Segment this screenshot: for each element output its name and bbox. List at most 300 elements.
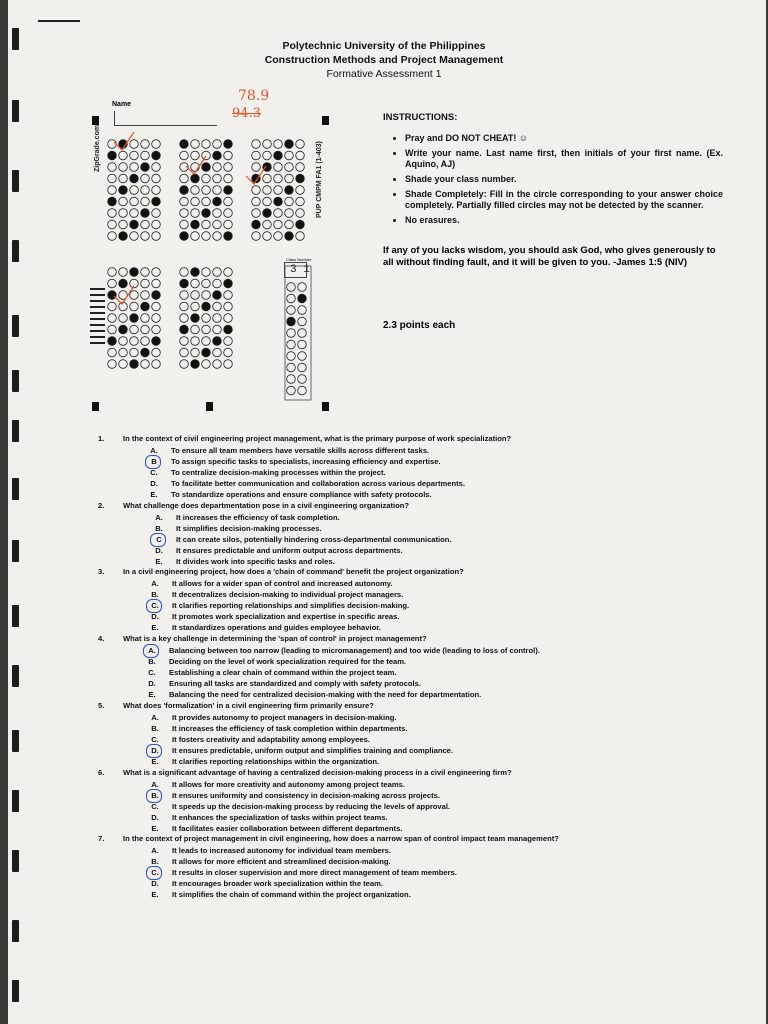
answer-bubble — [141, 174, 150, 183]
option-text: It ensures predictable and uniform output across departments. — [176, 546, 403, 556]
answer-bubble — [213, 186, 222, 195]
answer-bubble — [191, 232, 200, 241]
answer-bubble — [119, 163, 128, 172]
answer-bubble — [274, 151, 283, 160]
answer-bubble — [130, 209, 139, 218]
option-text: It simplifies decision-making processes. — [176, 523, 322, 533]
answer-bubble — [263, 232, 272, 241]
answer-bubble — [152, 314, 161, 323]
alignment-marker — [92, 402, 99, 411]
answer-bubble — [180, 337, 189, 346]
option-letter: C — [156, 534, 162, 544]
answer-bubble — [152, 302, 161, 311]
answer-bubble — [202, 174, 211, 183]
answer-bubble — [213, 348, 222, 357]
answer-bubble — [152, 209, 161, 218]
binding-hole — [12, 420, 19, 442]
answer-bubble — [285, 151, 294, 160]
instructions-heading: INSTRUCTIONS: — [383, 112, 458, 123]
option-letter: A. — [151, 779, 159, 789]
answer-bubble — [141, 360, 150, 369]
answer-bubble — [224, 174, 233, 183]
answer-bubble — [213, 279, 222, 288]
answer-bubble — [152, 186, 161, 195]
answer-bubble — [202, 151, 211, 160]
option-letter: D. — [148, 679, 156, 689]
answer-bubble — [224, 220, 233, 229]
answer-bubble — [213, 291, 222, 300]
answer-bubble — [130, 268, 139, 277]
answer-bubble — [296, 151, 305, 160]
answer-bubble — [191, 174, 200, 183]
answer-bubble — [202, 360, 211, 369]
option-text: It standardizes operations and guides employee behavior. — [172, 623, 381, 633]
grading-check-mark — [114, 286, 134, 304]
answer-bubble — [202, 209, 211, 218]
answer-bubble — [130, 348, 139, 357]
option-letter: E. — [155, 557, 163, 567]
instruction-item: • Shade your class number. — [405, 174, 723, 185]
option-text: It increases the efficiency of task completion. — [176, 512, 340, 522]
answer-bubble — [180, 197, 189, 206]
option-text: Balancing the need for centralized decision-making with the need for departmentation. — [169, 690, 482, 700]
barcode-stripe — [90, 336, 105, 338]
class-number-bubble — [298, 283, 307, 292]
answer-bubble — [108, 268, 117, 277]
answer-bubble — [191, 209, 200, 218]
selected-answer-circle — [146, 744, 162, 758]
answer-bubble — [180, 209, 189, 218]
answer-bubble — [141, 209, 150, 218]
option-text: Ensuring all tasks are standardized and comply with safety protocols. — [169, 679, 421, 689]
barcode-stripe — [90, 300, 105, 302]
answer-bubble — [119, 314, 128, 323]
option-text: It increases the efficiency of task completion within departments. — [172, 723, 408, 733]
answer-bubble — [108, 174, 117, 183]
answer-bubble — [180, 279, 189, 288]
binding-hole — [12, 850, 19, 872]
name-label: Name — [112, 101, 132, 108]
option-text: Establishing a clear chain of command within the project team. — [169, 667, 397, 677]
answer-bubble — [202, 232, 211, 241]
option-text: To centralize decision-making processes within the project. — [171, 467, 386, 477]
answer-bubble — [296, 186, 305, 195]
class-number-bubble — [298, 386, 307, 395]
answer-bubble — [213, 302, 222, 311]
answer-bubble — [191, 348, 200, 357]
answer-bubble — [274, 140, 283, 149]
answer-bubble — [213, 268, 222, 277]
answer-bubble — [141, 220, 150, 229]
answer-bubble — [224, 268, 233, 277]
answer-bubble — [191, 279, 200, 288]
answer-bubble — [152, 291, 161, 300]
barcode-stripe — [90, 318, 105, 320]
answer-bubble — [274, 174, 283, 183]
barcode-stripe — [90, 312, 105, 314]
option-text: It divides work into specific tasks and roles. — [176, 557, 335, 567]
answer-bubble — [152, 220, 161, 229]
binding-hole — [12, 665, 19, 687]
barcode-stripe — [90, 330, 105, 332]
answer-bubble — [119, 348, 128, 357]
option-letter: C. — [151, 734, 159, 744]
option-letter: D. — [155, 546, 163, 556]
answer-bubble — [252, 140, 261, 149]
answer-bubble — [202, 302, 211, 311]
answer-bubble — [202, 140, 211, 149]
answer-bubble — [202, 220, 211, 229]
answer-bubble — [285, 174, 294, 183]
answer-bubble — [141, 197, 150, 206]
class-number-bubble — [298, 340, 307, 349]
answer-bubble — [224, 360, 233, 369]
instructions-list — [383, 133, 723, 226]
binding-hole — [12, 478, 19, 500]
option-text: It ensures uniformity and consistency in decision-making across projects. — [172, 790, 440, 800]
answer-bubble — [213, 220, 222, 229]
class-number-bubble — [298, 329, 307, 338]
option-text: It encourages broader work specialization within the team. — [172, 879, 383, 889]
question-text: What is a key challenge in determining the 'span of control' in project management? — [123, 634, 427, 643]
answer-bubble — [108, 360, 117, 369]
option-letter: B. — [151, 723, 159, 733]
answer-bubble — [213, 197, 222, 206]
answer-bubble — [202, 163, 211, 172]
instruction-item: • Pray and DO NOT CHEAT! ☺ — [405, 133, 723, 144]
answer-bubble — [191, 337, 200, 346]
option-letter: A. — [151, 578, 159, 588]
answer-bubble — [213, 337, 222, 346]
option-text: It clarifies reporting relationships within the organization. — [172, 757, 380, 767]
answer-bubble — [296, 140, 305, 149]
assessment-title: Formative Assessment 1 — [326, 68, 442, 80]
answer-bubble — [191, 325, 200, 334]
option-letter: D. — [151, 813, 159, 823]
answer-bubble — [252, 163, 261, 172]
course-title: Construction Methods and Project Management — [264, 54, 504, 66]
answer-bubble — [224, 140, 233, 149]
answer-bubble — [180, 348, 189, 357]
question-number: 5. — [98, 701, 105, 710]
option-letter: C. — [151, 801, 159, 811]
option-text: It decentralizes decision-making to individual project managers. — [172, 589, 404, 599]
answer-bubble — [119, 232, 128, 241]
barcode-stripe — [90, 288, 105, 290]
answer-bubble — [141, 348, 150, 357]
answer-bubble — [119, 174, 128, 183]
answer-bubble — [285, 209, 294, 218]
answer-bubble — [130, 302, 139, 311]
question-text: In the context of civil engineering project management, what is the primary purpose of work specialization? — [123, 434, 512, 443]
class-number-bubble — [287, 329, 296, 338]
option-letter: A. — [151, 712, 159, 722]
answer-bubble — [141, 268, 150, 277]
answer-bubble — [130, 232, 139, 241]
class-number-bubble — [298, 352, 307, 361]
option-text: Deciding on the level of work specialization required for the team. — [169, 656, 407, 666]
option-letter: E. — [148, 690, 156, 700]
option-text: It speeds up the decision-making process by reducing the levels of approval. — [172, 801, 451, 811]
answer-bubble — [130, 151, 139, 160]
answer-bubble — [213, 174, 222, 183]
answer-bubble — [152, 268, 161, 277]
answer-bubble — [152, 325, 161, 334]
answer-bubble — [108, 232, 117, 241]
answer-bubble — [108, 302, 117, 311]
answer-bubble — [202, 279, 211, 288]
answer-bubble — [152, 348, 161, 357]
class-number-bubble — [298, 306, 307, 315]
answer-bubble — [141, 140, 150, 149]
answer-bubble — [180, 220, 189, 229]
answer-bubble — [130, 337, 139, 346]
bible-verse: If any of you lacks wisdom, you should ask God, who gives generously to all without finding fault, and it will be given to you. -James 1:5 (NIV) — [383, 245, 716, 268]
answer-bubble — [130, 163, 139, 172]
answer-bubble — [180, 232, 189, 241]
option-text: It clarifies reporting relationships and simplifies decision-making. — [172, 600, 410, 610]
answer-bubble — [108, 279, 117, 288]
answer-bubble — [152, 151, 161, 160]
form-code: PUP CMPM FA1 (1-403) — [316, 141, 323, 218]
zipgrade-brand: ZipGrade.com — [94, 124, 101, 172]
answer-bubble — [108, 163, 117, 172]
option-letter: A. — [155, 512, 163, 522]
class-number-bubble — [287, 317, 296, 326]
question-number: 2. — [98, 501, 105, 510]
answer-bubble — [119, 151, 128, 160]
answer-bubble — [119, 186, 128, 195]
answer-bubble — [224, 197, 233, 206]
answer-bubble — [180, 174, 189, 183]
alignment-marker — [92, 116, 99, 125]
option-text: It promotes work specialization and expertise in specific areas. — [172, 612, 400, 622]
answer-bubble — [108, 209, 117, 218]
answer-bubble — [213, 232, 222, 241]
answer-bubble — [152, 360, 161, 369]
answer-bubble — [263, 140, 272, 149]
answer-bubble — [296, 209, 305, 218]
selected-answer-circle — [146, 789, 162, 803]
struck-score-value: 94.3 — [232, 106, 261, 121]
option-letter: B. — [151, 856, 159, 866]
answer-bubble — [152, 197, 161, 206]
option-letter: D. — [151, 879, 159, 889]
class-number-bubble — [298, 375, 307, 384]
instruction-item: • Shade Completely: Fill in the circle corresponding to your answer choice completely. Partially filled circles may not be detected by the scanner. — [405, 189, 723, 211]
class-number-bubble — [287, 294, 296, 303]
answer-bubble — [296, 163, 305, 172]
answer-bubble — [180, 140, 189, 149]
answer-bubble — [108, 197, 117, 206]
answer-bubble — [180, 302, 189, 311]
answer-bubble — [180, 360, 189, 369]
option-text: It allows for more efficient and streamlined decision-making. — [172, 856, 391, 866]
answer-bubble — [213, 140, 222, 149]
answer-bubble — [108, 151, 117, 160]
answer-bubble — [224, 209, 233, 218]
binding-hole — [12, 540, 19, 562]
option-text: It can create silos, potentially hindering cross-departmental communication. — [176, 534, 452, 544]
answer-bubble — [141, 232, 150, 241]
answer-bubble — [180, 314, 189, 323]
answer-bubble — [152, 232, 161, 241]
answer-bubble — [119, 279, 128, 288]
answer-bubble — [180, 325, 189, 334]
answer-bubble — [141, 186, 150, 195]
answer-bubble — [130, 325, 139, 334]
instructions-panel — [383, 112, 723, 230]
answer-bubble — [285, 220, 294, 229]
answer-bubble — [119, 268, 128, 277]
class-number-bubble — [287, 283, 296, 292]
option-text: It enhances the specialization of tasks within project teams. — [172, 813, 388, 823]
question-text: What challenge does departmentation pose in a civil engineering organization? — [123, 501, 410, 510]
binding-hole — [12, 170, 19, 192]
answer-bubble — [213, 325, 222, 334]
answer-bubble — [191, 186, 200, 195]
option-letter: A. — [148, 645, 156, 655]
answer-bubble — [152, 140, 161, 149]
class-number-bubble — [287, 386, 296, 395]
answer-bubble — [152, 163, 161, 172]
answer-bubble — [130, 197, 139, 206]
answer-bubble — [224, 291, 233, 300]
answer-bubble — [252, 197, 261, 206]
instruction-item: • No erasures. — [405, 215, 723, 226]
answer-bubble — [285, 232, 294, 241]
answer-bubble — [119, 360, 128, 369]
answer-bubble — [252, 232, 261, 241]
barcode-stripe — [90, 306, 105, 308]
option-text: To standardize operations and ensure compliance with safety protocols. — [171, 490, 432, 500]
answer-bubble — [108, 348, 117, 357]
answer-bubble — [296, 197, 305, 206]
option-letter: C. — [151, 867, 159, 877]
answer-bubble — [191, 291, 200, 300]
selected-answer-circle — [145, 455, 161, 469]
answer-bubble — [119, 197, 128, 206]
answer-bubble — [108, 140, 117, 149]
option-text: It ensures predictable, uniform output and simplifies training and compliance. — [172, 746, 454, 756]
score-mark: 78.9 — [238, 88, 270, 104]
class-number-bubble — [287, 340, 296, 349]
answer-bubble — [213, 360, 222, 369]
class-number-bubble — [298, 317, 307, 326]
answer-bubble — [213, 314, 222, 323]
option-letter: C. — [150, 467, 158, 477]
answer-bubble — [141, 279, 150, 288]
answer-bubble — [191, 140, 200, 149]
answer-bubble — [191, 151, 200, 160]
answer-bubble — [224, 186, 233, 195]
answer-bubble — [285, 197, 294, 206]
option-text: Balancing between too narrow (leading to micromanagement) and too wide (leading to loss of control). — [169, 645, 540, 655]
option-letter: E. — [151, 623, 159, 633]
answer-bubble — [191, 268, 200, 277]
answer-bubble — [202, 314, 211, 323]
option-text: It simplifies the chain of command within the project organization. — [172, 890, 411, 900]
barcode-stripe — [90, 324, 105, 326]
binding-hole — [12, 980, 19, 1002]
answer-bubble — [191, 302, 200, 311]
university-title: Polytechnic University of the Philippines — [282, 40, 486, 52]
answer-bubble — [285, 186, 294, 195]
answer-bubble — [296, 232, 305, 241]
answer-bubble — [285, 163, 294, 172]
answer-bubble — [202, 291, 211, 300]
question-text: In a civil engineering project, how does a 'chain of command' benefit the project organization? — [123, 567, 464, 576]
option-text: To ensure all team members have versatile skills across different tasks. — [171, 445, 430, 455]
option-letter: B. — [148, 656, 156, 666]
answer-bubble — [191, 197, 200, 206]
option-letter: A. — [150, 445, 158, 455]
class-number-bubble — [287, 363, 296, 372]
answer-bubble — [119, 209, 128, 218]
answer-bubble — [274, 163, 283, 172]
option-letter: E. — [151, 890, 159, 900]
answer-bubble — [108, 186, 117, 195]
barcode-stripe — [90, 342, 105, 344]
answer-bubble — [296, 174, 305, 183]
alignment-marker — [322, 116, 329, 125]
answer-bubble — [224, 302, 233, 311]
answer-bubble — [141, 337, 150, 346]
answer-bubble — [252, 209, 261, 218]
class-number-bubble — [287, 375, 296, 384]
answer-bubble — [252, 186, 261, 195]
question-number: 4. — [98, 634, 105, 643]
answer-bubble — [141, 302, 150, 311]
answer-bubble — [130, 186, 139, 195]
answer-bubble — [263, 174, 272, 183]
answer-bubble — [108, 337, 117, 346]
answer-bubble — [191, 220, 200, 229]
selected-answer-circle — [143, 644, 159, 658]
option-text: It facilitates easier collaboration between different departments. — [172, 824, 403, 834]
selected-answer-circle — [150, 533, 166, 547]
answer-bubble — [108, 291, 117, 300]
answer-bubble — [202, 186, 211, 195]
option-letter: A. — [151, 845, 159, 855]
answer-bubble — [191, 314, 200, 323]
answer-bubble — [119, 220, 128, 229]
option-letter: C. — [148, 667, 156, 677]
option-letter: B. — [151, 790, 159, 800]
answer-bubble — [180, 151, 189, 160]
option-letter: D. — [151, 612, 159, 622]
option-letter: C. — [151, 600, 159, 610]
answer-bubble — [202, 337, 211, 346]
answer-bubble — [141, 163, 150, 172]
answer-bubble — [285, 140, 294, 149]
binding-hole — [12, 240, 19, 262]
option-letter: B. — [155, 523, 163, 533]
answer-bubble — [130, 220, 139, 229]
class-number-bubble — [287, 352, 296, 361]
option-letter: D. — [151, 746, 159, 756]
option-text: To facilitate better communication and collaboration across various departments. — [171, 479, 465, 489]
answer-bubble — [274, 232, 283, 241]
option-letter: B — [151, 456, 157, 466]
selected-answer-circle — [146, 599, 162, 613]
answer-bubble — [202, 268, 211, 277]
answer-bubble — [152, 174, 161, 183]
answer-bubble — [180, 291, 189, 300]
binding-hole — [12, 730, 19, 752]
question-number: 3. — [98, 567, 105, 576]
barcode-stripe — [90, 294, 105, 296]
